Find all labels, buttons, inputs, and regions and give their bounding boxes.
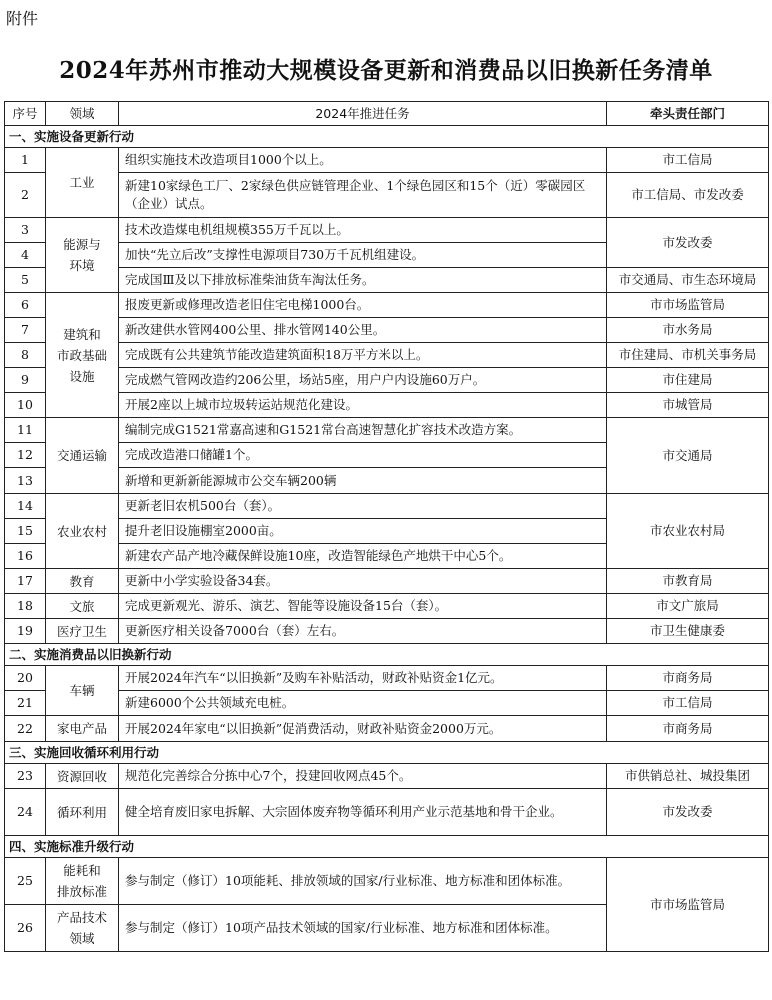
row-task: 技术改造煤电机组规模355万千瓦以上。 (119, 218, 607, 243)
row-no: 10 (5, 393, 46, 418)
row-dept: 市工信局、市发改委 (607, 173, 769, 218)
row-no: 5 (5, 268, 46, 293)
field-line: 设施 (69, 368, 95, 384)
table-row (5, 716, 769, 742)
row-task: 新建6000个公共领域充电桩。 (119, 691, 607, 716)
row-task: 完成更新观光、游乐、演艺、智能等设施设备15台（套）。 (119, 594, 607, 619)
field-line: 领域 (69, 931, 95, 946)
row-no: 17 (5, 569, 46, 594)
table-row (5, 268, 769, 293)
row-no: 8 (5, 343, 46, 368)
row-no: 26 (5, 905, 46, 952)
row-dept: 市发改委 (607, 218, 769, 268)
row-dept: 市水务局 (607, 318, 769, 343)
row-dept: 市商务局 (607, 666, 769, 691)
field-line: 环境 (69, 258, 95, 273)
row-task: 开展2座以上城市垃圾转运站规范化建设。 (119, 393, 607, 418)
row-task: 完成改造港口储罐1个。 (119, 443, 607, 468)
row-no: 21 (5, 691, 46, 716)
row-dept: 市教育局 (607, 569, 769, 594)
field-cell: 工业 (46, 148, 119, 218)
table-row (5, 494, 769, 519)
row-no: 1 (5, 148, 46, 173)
section-title: 一、实施设备更新行动 (5, 126, 769, 148)
row-no: 2 (5, 173, 46, 218)
field-line: 能源与 (63, 237, 101, 252)
field-cell: 交通运输 (46, 418, 119, 494)
field-line: 产品技术 (56, 910, 107, 925)
row-dept: 市工信局 (607, 691, 769, 716)
row-no: 12 (5, 443, 46, 468)
table-row (5, 666, 769, 691)
row-task: 编制完成G1521常嘉高速和G1521常台高速智慧化扩容技术改造方案。 (119, 418, 607, 443)
field-cell (46, 293, 119, 418)
row-no: 24 (5, 789, 46, 836)
row-task: 新增和更新新能源城市公交车辆200辆 (119, 468, 607, 494)
row-no: 22 (5, 716, 46, 742)
field-line: 排放标准 (56, 884, 107, 899)
row-task: 开展2024年汽车“以旧换新”及购车补贴活动，财政补贴资金1亿元。 (119, 666, 607, 691)
row-task: 规范化完善综合分拣中心7个，投建回收网点45个。 (119, 764, 607, 789)
table-row (5, 343, 769, 368)
row-no: 6 (5, 293, 46, 318)
row-task: 新改建供水管网400公里、排水管网140公里。 (119, 318, 607, 343)
row-task: 完成燃气管网改造约206公里，场站5座，用户户内设施60万户。 (119, 368, 607, 393)
row-task: 更新老旧农机500台（套）。 (119, 494, 607, 519)
row-no: 4 (5, 243, 46, 268)
row-dept: 市商务局 (607, 716, 769, 742)
row-task: 更新中小学实验设备34套。 (119, 569, 607, 594)
row-no: 25 (5, 858, 46, 905)
field-cell: 文旅 (46, 594, 119, 619)
row-dept: 市住建局、市机关事务局 (607, 343, 769, 368)
table-row (5, 594, 769, 619)
row-task: 提升老旧设施棚室2000亩。 (119, 519, 607, 544)
task-table (4, 101, 769, 952)
section-title: 四、实施标准升级行动 (5, 836, 769, 858)
field-cell (46, 905, 119, 952)
row-dept: 市交通局 (607, 418, 769, 494)
table-row (5, 569, 769, 594)
row-dept: 市供销总社、城投集团 (607, 764, 769, 789)
header-task: 2024年推进任务 (119, 102, 607, 126)
row-dept: 市交通局、市生态环境局 (607, 268, 769, 293)
table-row (5, 293, 769, 318)
field-cell: 教育 (46, 569, 119, 594)
row-dept: 市市场监管局 (607, 293, 769, 318)
row-task: 新建10家绿色工厂、2家绿色供应链管理企业、1个绿色园区和15个（近）零碳园区（企业）试点。 (119, 173, 607, 218)
table-row (5, 789, 769, 836)
row-task: 报废更新或修理改造老旧住宅电梯1000台。 (119, 293, 607, 318)
row-dept: 市住建局 (607, 368, 769, 393)
table-row (5, 318, 769, 343)
row-dept: 市文广旅局 (607, 594, 769, 619)
row-no: 15 (5, 519, 46, 544)
field-line: 建筑和 (63, 326, 101, 342)
header-field: 领域 (46, 102, 119, 126)
field-cell (46, 858, 119, 905)
row-no: 16 (5, 544, 46, 569)
row-dept: 市市场监管局 (607, 858, 769, 952)
row-task: 健全培育废旧家电拆解、大宗固体废弃物等循环利用产业示范基地和骨干企业。 (119, 789, 607, 836)
row-task: 新建农产品产地冷藏保鲜设施10座，改造智能绿色产地烘干中心5个。 (119, 544, 607, 569)
row-dept: 市城管局 (607, 393, 769, 418)
table-row (5, 148, 769, 173)
header-dept: 牵头责任部门 (607, 102, 769, 126)
row-dept: 市工信局 (607, 148, 769, 173)
row-no: 3 (5, 218, 46, 243)
table-row (5, 858, 769, 905)
row-task: 开展2024年家电“以旧换新”促消费活动，财政补贴资金2000万元。 (119, 716, 607, 742)
section-title: 三、实施回收循环利用行动 (5, 742, 769, 764)
field-cell: 车辆 (46, 666, 119, 716)
row-dept: 市农业农村局 (607, 494, 769, 569)
field-cell: 家电产品 (46, 716, 119, 742)
document-title: 2024年苏州市推动大规模设备更新和消费品以旧换新任务清单 (59, 57, 713, 84)
row-task: 完成既有公共建筑节能改造建筑面积18万平方米以上。 (119, 343, 607, 368)
row-no: 23 (5, 764, 46, 789)
field-cell: 循环利用 (46, 789, 119, 836)
header-row (5, 102, 769, 126)
attachment-label: 附件 (6, 9, 39, 28)
field-cell: 农业农村 (46, 494, 119, 569)
row-task: 参与制定（修订）10项产品技术领域的国家/行业标准、地方标准和团体标准。 (119, 905, 607, 952)
field-cell: 医疗卫生 (46, 619, 119, 644)
row-no: 19 (5, 619, 46, 644)
table-row (5, 691, 769, 716)
row-task: 加快“先立后改”支撑性电源项目730万千瓦机组建设。 (119, 243, 607, 268)
field-cell (46, 218, 119, 293)
row-dept: 市卫生健康委 (607, 619, 769, 644)
table-row (5, 368, 769, 393)
field-line: 能耗和 (63, 863, 101, 878)
row-no: 9 (5, 368, 46, 393)
row-no: 13 (5, 468, 46, 494)
row-task: 参与制定（修订）10项能耗、排放领域的国家/行业标准、地方标准和团体标准。 (119, 858, 607, 905)
table-row (5, 619, 769, 644)
row-task: 更新医疗相关设备7000台（套）左右。 (119, 619, 607, 644)
row-task: 完成国Ⅲ及以下排放标准柴油货车淘汰任务。 (119, 268, 607, 293)
field-line: 市政基础 (56, 347, 107, 363)
table-row (5, 173, 769, 218)
table-row (5, 764, 769, 789)
row-no: 7 (5, 318, 46, 343)
row-task: 组织实施技术改造项目1000个以上。 (119, 148, 607, 173)
field-cell: 资源回收 (46, 764, 119, 789)
table-row (5, 418, 769, 443)
table-row (5, 393, 769, 418)
row-no: 18 (5, 594, 46, 619)
row-dept: 市发改委 (607, 789, 769, 836)
table-row (5, 218, 769, 243)
section-title: 二、实施消费品以旧换新行动 (5, 644, 769, 666)
header-no: 序号 (5, 102, 46, 126)
row-no: 11 (5, 418, 46, 443)
row-no: 20 (5, 666, 46, 691)
row-no: 14 (5, 494, 46, 519)
